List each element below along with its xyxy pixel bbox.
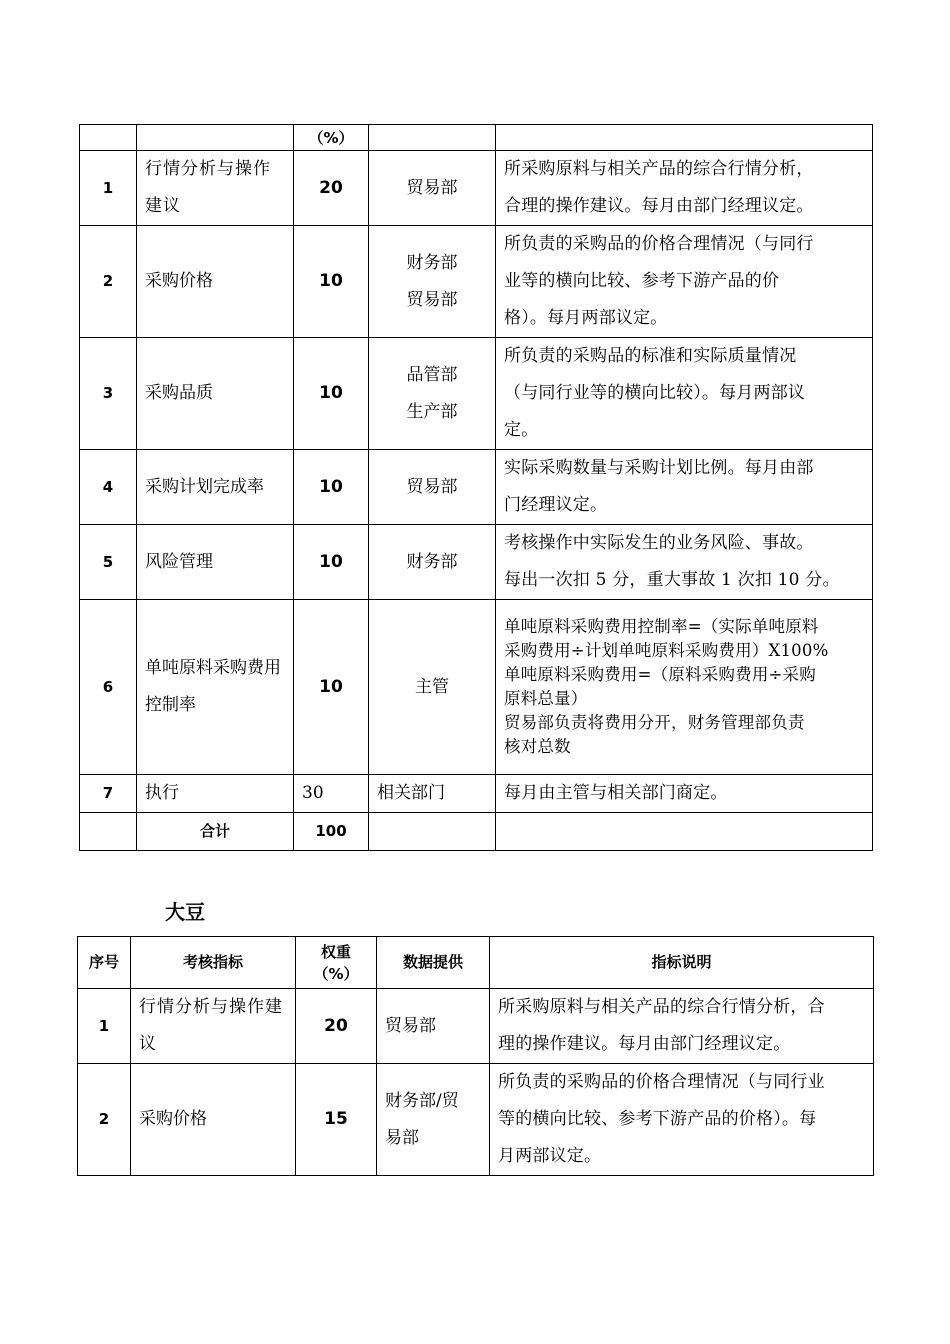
indicator-cell: 采购计划完成率 (137, 450, 294, 525)
table-row (80, 600, 873, 775)
row-number: 4 (80, 450, 137, 525)
row-number: 5 (80, 525, 137, 600)
weight-cell: 20 (294, 151, 369, 226)
description-cell: 所负责的采购品的价格合理情况（与同行 业等的横向比较、参考下游产品的价 格）。每月两部议定。 (496, 226, 873, 338)
assessment-table-soybean (77, 936, 874, 1176)
indicator-cell: 采购品质 (137, 338, 294, 450)
indicator-cell: 行情分析与操作建议 (137, 151, 294, 226)
row-number: 2 (78, 1064, 131, 1176)
source-cell: 主管 (369, 600, 496, 775)
source-cell: 贸易部 (369, 450, 496, 525)
description-cell: 所采购原料与相关产品的综合行情分析，合 理的操作建议。每月由部门经理议定。 (490, 989, 874, 1064)
table-row (80, 338, 873, 450)
table-row (80, 226, 873, 338)
total-label: 合计 (137, 813, 294, 851)
source-cell: 财务部 (369, 525, 496, 600)
weight-cell: 10 (294, 525, 369, 600)
row-number: 6 (80, 600, 137, 775)
indicator-cell: 风险管理 (137, 525, 294, 600)
table-row (78, 989, 874, 1064)
description-cell: 每月由主管与相关部门商定。 (496, 775, 873, 813)
row-number: 7 (80, 775, 137, 813)
table-row (80, 125, 873, 151)
indicator-cell: 采购价格 (137, 226, 294, 338)
weight-cell: 10 (294, 450, 369, 525)
weight-cell: 10 (294, 338, 369, 450)
source-cell: 贸易部 (377, 989, 490, 1064)
table-row (78, 1064, 874, 1176)
row-number: 3 (80, 338, 137, 450)
assessment-table-1 (79, 124, 873, 851)
weight-unit-header: （%） (294, 125, 369, 151)
description-cell: 单吨原料采购费用控制率=（实际单吨原料 采购费用÷计划单吨原料采购费用）X100% 单吨原料采购费用=（原料采购费用÷采购 原料总量） 贸易部负责将费用分开，财务管理部负责 核对总数 (496, 600, 873, 775)
total-value: 100 (294, 813, 369, 851)
header-no: 序号 (78, 937, 131, 989)
source-cell: 财务部/贸 易部 (377, 1064, 490, 1176)
description-cell: 实际采购数量与采购计划比例。每月由部 门经理议定。 (496, 450, 873, 525)
section-title: 大豆 (165, 900, 205, 924)
indicator-cell: 采购价格 (131, 1064, 296, 1176)
source-cell: 相关部门 (369, 775, 496, 813)
table-row (80, 151, 873, 226)
table-row (80, 813, 873, 851)
table-row (80, 525, 873, 600)
row-number: 1 (78, 989, 131, 1064)
source-cell: 财务部 贸易部 (369, 226, 496, 338)
weight-cell: 10 (294, 600, 369, 775)
source-cell: 品管部 生产部 (369, 338, 496, 450)
header-description: 指标说明 (490, 937, 874, 989)
weight-cell: 30 (294, 775, 369, 813)
row-number: 2 (80, 226, 137, 338)
description-cell: 考核操作中实际发生的业务风险、事故。 每出一次扣 5 分，重大事故 1 次扣 10 分。 (496, 525, 873, 600)
row-number: 1 (80, 151, 137, 226)
header-weight: 权重 （%） (296, 937, 377, 989)
indicator-cell: 单吨原料采购费用控制率 (137, 600, 294, 775)
description-cell: 所采购原料与相关产品的综合行情分析， 合理的操作建议。每月由部门经理议定。 (496, 151, 873, 226)
table-header-row (78, 937, 874, 989)
header-source: 数据提供 (377, 937, 490, 989)
description-cell: 所负责的采购品的标准和实际质量情况 （与同行业等的横向比较）。每月两部议 定。 (496, 338, 873, 450)
weight-cell: 10 (294, 226, 369, 338)
description-cell: 所负责的采购品的价格合理情况（与同行业 等的横向比较、参考下游产品的价格）。每 月两部议定。 (490, 1064, 874, 1176)
source-cell: 贸易部 (369, 151, 496, 226)
table-row (80, 450, 873, 525)
weight-cell: 20 (296, 989, 377, 1064)
weight-cell: 15 (296, 1064, 377, 1176)
table-row (80, 775, 873, 813)
indicator-cell: 执行 (137, 775, 294, 813)
header-indicator: 考核指标 (131, 937, 296, 989)
indicator-cell: 行情分析与操作建议 (131, 989, 296, 1064)
